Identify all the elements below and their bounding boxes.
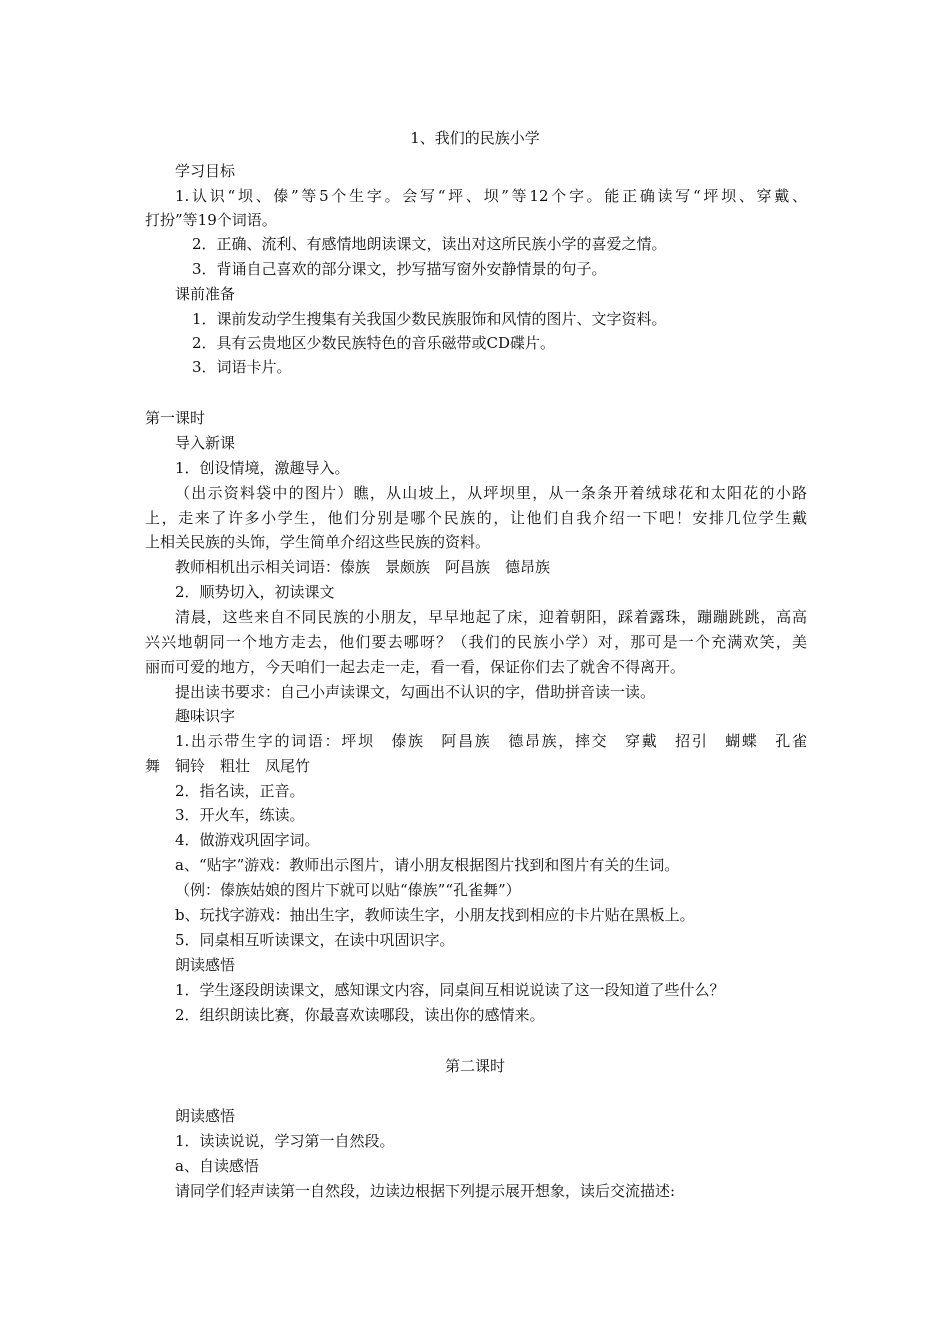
- goal-1-line-1: 1.认识“坝、傣”等5个生字。会写“坪、坝”等12个字。能正确读写“坪坝、穿戴、: [175, 187, 807, 205]
- prep-3: 3．词语卡片。: [192, 358, 292, 376]
- literacy-example: （例：傣族姑娘的图片下就可以贴“傣族”“孔雀舞”）: [175, 881, 521, 899]
- literacy-4: 4．做游戏巩固字词。: [175, 831, 320, 849]
- morning-paragraph-line-1: 清晨，这些来自不同民族的小朋友，早早地起了床，迎着朝阳，踩着露珠，蹦蹦跳跳，高高: [175, 608, 807, 626]
- morning-paragraph-line-2: 兴兴地朝同一个地方走去，他们要去哪呀？（我们的民族小学）对，那可是一个充满欢笑，美: [145, 633, 807, 651]
- lesson-2-step-1: 1．读读说说，学习第一自然段。: [175, 1132, 395, 1150]
- prep-2: 2．具有云贵地区少数民族特色的音乐磁带或CD碟片。: [192, 334, 556, 352]
- intro-paragraph-line-3: 上相关民族的头饰，学生简单介绍这些民族的资料。: [145, 533, 491, 551]
- reading-2: 2．组织朗读比赛，你最喜欢读哪段，读出你的感情来。: [175, 1006, 545, 1024]
- heading-lesson-1: 第一课时: [145, 409, 206, 427]
- literacy-game-a: a、“贴字”游戏：教师出示图片，请小朋友根据图片找到和图片有关的生词。: [175, 856, 680, 874]
- heading-intro: 导入新课: [175, 434, 236, 452]
- teacher-words: 教师相机出示相关词语：傣族 景颇族 阿昌族 德昂族: [175, 558, 551, 576]
- intro-paragraph-line-1: （出示资料袋中的图片）瞧，从山坡上，从坪坝里，从一条条开着绒球花和太阳花的小路: [175, 484, 807, 502]
- literacy-1-line-1: 1.出示带生字的词语：坪坝 傣族 阿昌族 德昂族，摔交 穿戴 招引 蝴蝶 孔雀: [175, 732, 807, 750]
- goal-1-line-2: 打扮”等19个词语。: [145, 211, 277, 229]
- heading-preparation: 课前准备: [175, 285, 236, 303]
- literacy-2: 2．指名读，正音。: [175, 782, 305, 800]
- heading-learning-goals: 学习目标: [175, 162, 236, 180]
- intro-step-1: 1．创设情境，激趣导入。: [175, 459, 350, 477]
- goal-3: 3．背诵自己喜欢的部分课文，抄写描写窗外安静情景的句子。: [192, 260, 607, 278]
- lesson-2-instruction: 请同学们轻声读第一自然段，边读边根据下列提示展开想象，读后交流描述:: [175, 1182, 676, 1200]
- heading-reading-2: 朗读感悟: [175, 1107, 236, 1125]
- literacy-5: 5．同桌相互听读课文，在读中巩固识字。: [175, 931, 455, 949]
- reading-requirement: 提出读书要求：自己小声读课文，勾画出不认识的字，借助拼音读一读。: [175, 683, 656, 701]
- literacy-3: 3．开火车，练读。: [175, 806, 305, 824]
- lesson-2-self-reading: a、自读感悟: [175, 1157, 259, 1175]
- goal-2: 2．正确、流利、有感情地朗读课文，读出对这所民族小学的喜爱之情。: [192, 235, 667, 253]
- literacy-1-line-2: 舞 铜铃 粗壮 凤尾竹: [145, 757, 311, 775]
- reading-1: 1．学生逐段朗读课文，感知课文内容，同桌间互相说说读了这一段知道了些什么？: [175, 981, 725, 999]
- intro-step-2: 2．顺势切入，初读课文: [175, 583, 335, 601]
- heading-reading-1: 朗读感悟: [175, 956, 236, 974]
- literacy-game-b: b、玩找字游戏：抽出生字，教师读生字，小朋友找到相应的卡片贴在黑板上。: [175, 906, 695, 924]
- morning-paragraph-line-3: 丽而可爱的地方，今天咱们一起去走一走，看一看，保证你们去了就舍不得离开。: [145, 658, 686, 676]
- document-title: 1、我们的民族小学: [410, 129, 540, 147]
- heading-lesson-2: 第二课时: [444, 1057, 505, 1075]
- intro-paragraph-line-2: 上，走来了许多小学生，他们分别是哪个民族的，让他们自我介绍一下吧！安排几位学生戴: [145, 509, 807, 527]
- heading-fun-literacy: 趣味识字: [175, 707, 236, 725]
- prep-1: 1．课前发动学生搜集有关我国少数民族服饰和风情的图片、文字资料。: [192, 310, 667, 328]
